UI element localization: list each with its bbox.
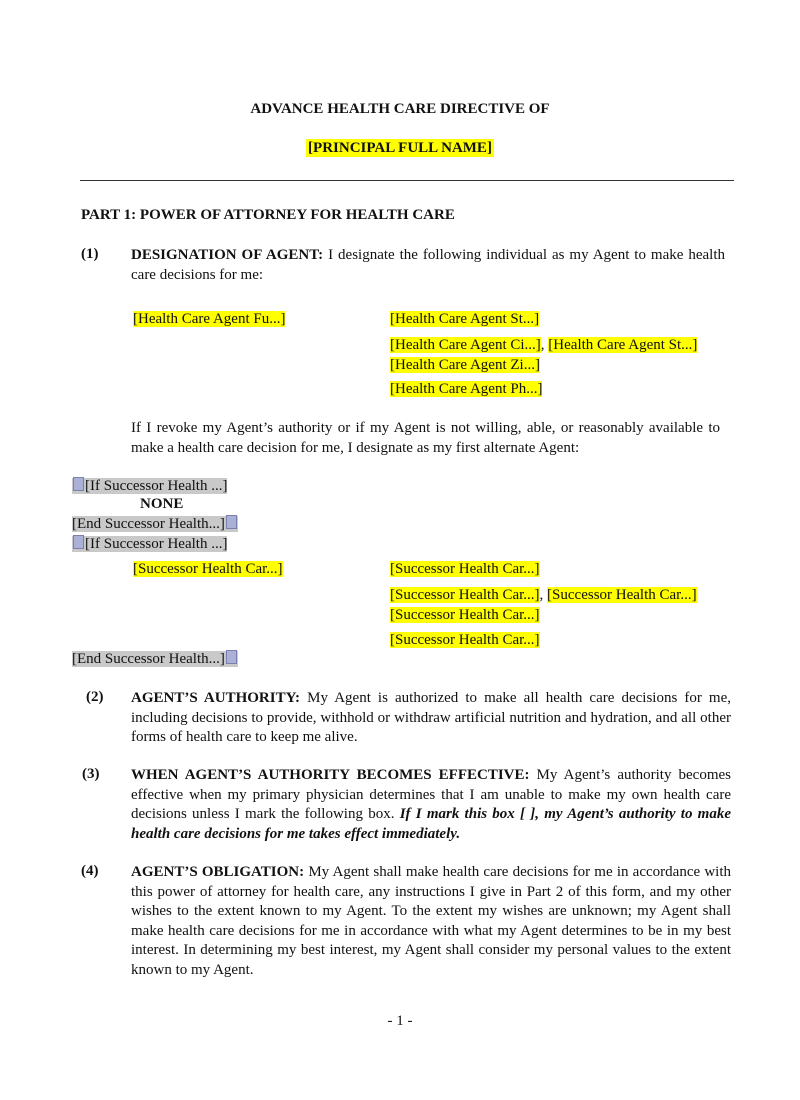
successor-end-1-line	[72, 515, 238, 535]
section4-text: My Agent shall make health care decisions for me in accordance with this power of attorney for health care, any instructions I give in Part 2 of this form, and my other wishes to the extent known to my Agent. To the extent my wishes are unknown; my Agent shall make health care decisions for me in accordance with what my Agent determines to be in my best interest. In determining my best interest, my Agent shall consider my personal values to the extent known to my Agent.	[131, 864, 731, 978]
successor-state-field[interactable]: [Successor Health Car...]	[547, 587, 697, 603]
successor-name-line	[133, 560, 283, 580]
agent-name-field[interactable]: [Health Care Agent Fu...]	[133, 311, 286, 327]
successor-none: NONE	[140, 496, 184, 512]
section2-text: My Agent is authorized to make all health care decisions for me, including decisions to provide, withhold or withdraw artificial nutrition and hydration, and all other forms of health care to keep me alive.	[131, 690, 731, 745]
successor-if-2-line	[72, 535, 227, 555]
agent-street-field[interactable]: [Health Care Agent St...]	[390, 311, 540, 327]
agent-zip-field[interactable]: [Health Care Agent Zi...]	[390, 356, 540, 373]
field-marker-icon	[73, 477, 84, 491]
section1-paragraph	[131, 246, 725, 285]
successor-name-field[interactable]: [Successor Health Car...]	[133, 561, 283, 577]
successor-city-separator: ,	[539, 587, 548, 603]
successor-if-1-text: [If Successor Health ...]	[85, 478, 228, 494]
field-marker-icon	[226, 650, 237, 664]
section3-number: (3)	[82, 766, 100, 782]
successor-zip-field[interactable]: [Successor Health Car...]	[390, 606, 540, 623]
section3-emphasis: If I mark this box [ ], my Agent’s authority to make health care decisions for me takes effect immediately.	[131, 806, 732, 842]
principal-name-line	[0, 140, 800, 157]
principal-name-field[interactable]: [PRINCIPAL FULL NAME]	[308, 140, 492, 156]
section1-text: I designate the following individual as my Agent to make health care decisions for me:	[131, 247, 726, 283]
section1-label: DESIGNATION OF AGENT:	[131, 247, 324, 263]
successor-if-1-field[interactable]	[72, 478, 227, 494]
successor-end-2-field[interactable]	[72, 651, 238, 667]
agent-state-field[interactable]: [Health Care Agent St...]	[548, 337, 698, 353]
page-number: - 1 -	[387, 1013, 413, 1029]
successor-if-1-line	[72, 477, 227, 497]
agent-name-line	[133, 310, 285, 330]
section4-label: AGENT’S OBLIGATION:	[131, 864, 305, 880]
successor-end-1-text: [End Successor Health...]	[72, 516, 225, 532]
successor-end-2-text: [End Successor Health...]	[72, 651, 225, 667]
successor-end-1-field[interactable]	[72, 516, 238, 532]
section3-text: My Agent’s authority becomes effective when my primary physician determines that I am unable to make my own health care decisions unless I mark the following box.	[131, 767, 731, 822]
agent-street-line	[390, 310, 539, 330]
document-title: ADVANCE HEALTH CARE DIRECTIVE OF	[250, 101, 550, 117]
successor-phone-line	[390, 631, 540, 651]
agent-city-state-zip	[390, 336, 710, 375]
successor-if-2-text: [If Successor Health ...]	[85, 536, 228, 552]
successor-city-field[interactable]: [Successor Health Car...]	[390, 587, 540, 603]
section4-paragraph	[131, 863, 731, 980]
field-marker-icon	[226, 515, 237, 529]
agent-phone-line	[390, 380, 542, 400]
section2-label: AGENT’S AUTHORITY:	[131, 690, 301, 706]
successor-city-state-zip	[390, 586, 710, 625]
section2-paragraph	[131, 689, 731, 748]
field-marker-icon	[73, 535, 84, 549]
successor-end-2-line	[72, 650, 238, 670]
successor-if-2-field[interactable]	[72, 536, 227, 552]
section3-label: WHEN AGENT’S AUTHORITY BECOMES EFFECTIVE:	[131, 767, 530, 783]
successor-street-field[interactable]: [Successor Health Car...]	[390, 561, 540, 577]
section2-number: (2)	[86, 689, 104, 705]
section1-number: (1)	[81, 246, 99, 262]
revoke-paragraph: If I revoke my Agent’s authority or if my Agent is not willing, able, or reasonably available to make a health care decision for me, I designate as my first alternate Agent:	[131, 420, 720, 456]
part1-heading: PART 1: POWER OF ATTORNEY FOR HEALTH CARE	[81, 207, 455, 223]
agent-phone-field[interactable]: [Health Care Agent Ph...]	[390, 381, 543, 397]
agent-city-separator: ,	[540, 337, 549, 353]
title-divider	[80, 180, 734, 181]
section3-paragraph	[131, 766, 731, 844]
successor-street-line	[390, 560, 540, 580]
successor-phone-field[interactable]: [Successor Health Car...]	[390, 632, 540, 648]
agent-city-field[interactable]: [Health Care Agent Ci...]	[390, 337, 541, 353]
section4-number: (4)	[81, 863, 99, 879]
